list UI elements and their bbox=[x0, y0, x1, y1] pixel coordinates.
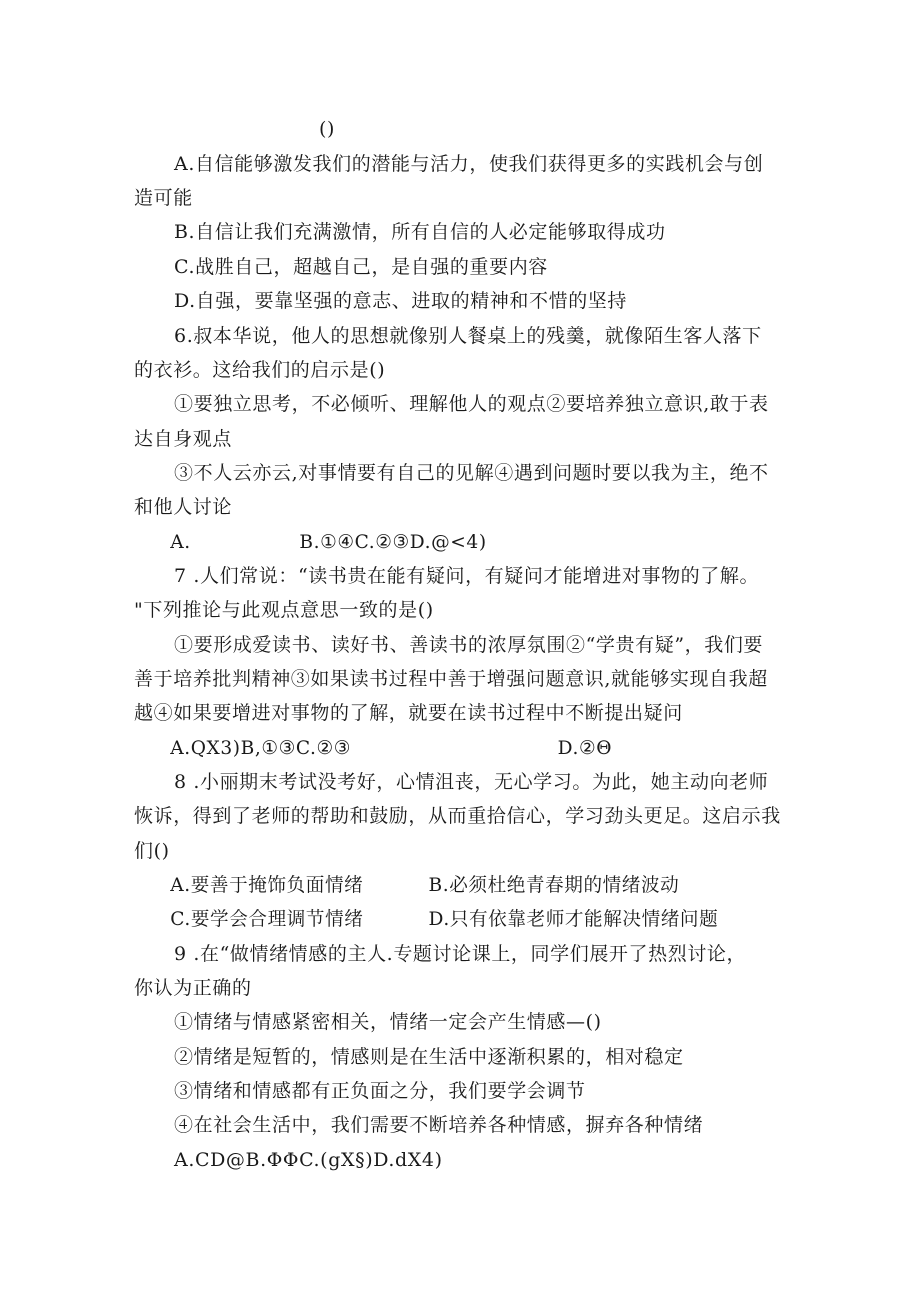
q5-option-d: D.自强，要靠坚强的意志、进取的精神和不惜的坚持 bbox=[174, 290, 627, 312]
q8-stem-line1: 8 .小丽期末考试没考好，心情沮丧，无心学习。为此，她主动向老师 bbox=[174, 771, 769, 793]
q5-option-b: B.自信让我们充满激情，所有自信的人必定能够取得成功 bbox=[174, 221, 666, 243]
q9-stem-line1: 9 .在“做情绪情感的主人.专题讨论课上，同学们展开了热烈讨论， bbox=[174, 943, 747, 965]
q9-statement-2: ②情绪是短暂的，情感则是在生活中逐渐积累的，相对稳定 bbox=[174, 1046, 684, 1068]
q6-statement-line3: ③不人云亦云,对事情要有自己的见解④遇到问题时要以我为主，绝不 bbox=[174, 462, 769, 484]
q5-option-a-line2: 造可能 bbox=[134, 187, 193, 209]
q9-statement-1: ①情绪与情感紧密相关，情绪一定会产生情感—() bbox=[174, 1011, 602, 1033]
q8-stem-line3: 们() bbox=[134, 840, 170, 862]
q6-options-bcd: B.①④C.②③D.@<4) bbox=[299, 531, 487, 553]
q8-option-a: A.要善于掩饰负面情绪 bbox=[170, 874, 364, 896]
q9-stem-line2: 你认为正确的 bbox=[134, 977, 252, 999]
q5-option-c: C.战胜自己，超越自己，是自强的重要内容 bbox=[174, 256, 548, 278]
q6-statement-line1: ①要独立思考，不必倾听、理解他人的观点②要培养独立意识,敢于表 bbox=[174, 393, 769, 415]
q7-options-row bbox=[0, 735, 900, 761]
q7-stem-line1: 7 .人们常说：“读书贵在能有疑问，有疑问才能增进对事物的了解。 bbox=[174, 565, 760, 587]
q9-statement-4: ④在社会生活中，我们需要不断培养各种情感，摒弃各种情绪 bbox=[174, 1114, 704, 1136]
q9-statement-3: ③情绪和情感都有正负面之分，我们要学会调节 bbox=[174, 1080, 586, 1102]
q5-answer-paren: () bbox=[319, 118, 336, 140]
q7-option-d: D.②Θ bbox=[557, 737, 613, 759]
q6-option-a: A. bbox=[170, 531, 191, 553]
q7-statement-line3: 越④如果要增进对事物的了解，就要在读书过程中不断提出疑问 bbox=[134, 702, 683, 724]
q8-stem-line2: 恢诉，得到了老师的帮助和鼓励，从而重拾信心，学习劲头更足。这启示我 bbox=[134, 805, 781, 827]
q6-statement-line4: 和他人讨论 bbox=[134, 496, 233, 518]
q6-options-row bbox=[0, 529, 900, 555]
q5-option-a-line1: A.自信能够激发我们的潜能与活力，使我们获得更多的实践机会与创 bbox=[174, 153, 764, 175]
q8-options-row-2 bbox=[0, 906, 900, 932]
q7-statement-line2: 善于培养批判精神③如果读书过程中善于增强问题意识,就能够实现自我超 bbox=[134, 668, 768, 690]
q8-option-c: C.要学会合理调节情绪 bbox=[170, 908, 364, 930]
q8-options-row-1 bbox=[0, 872, 900, 898]
q6-stem-line2: 的衣衫。这给我们的启示是() bbox=[134, 359, 386, 381]
q9-options: A.CD@B.ΦΦC.(gX§)D.dX4) bbox=[174, 1149, 443, 1171]
q7-statement-line1: ①要形成爱读书、读好书、善读书的浓厚氛围②“学贵有疑”，我们要 bbox=[174, 634, 764, 656]
q6-statement-line2: 达自身观点 bbox=[134, 428, 233, 450]
q7-options-abc: A.QX3)B,①③C.②③ bbox=[170, 737, 352, 759]
q8-option-d: D.只有依靠老师才能解决情绪问题 bbox=[428, 908, 719, 930]
q6-stem-line1: 6.叔本华说，他人的思想就像别人餐桌上的残羹，就像陌生客人落下 bbox=[174, 325, 762, 347]
q7-stem-line2: "下列推论与此观点意思一致的是() bbox=[134, 599, 434, 621]
q8-option-b: B.必须杜绝青春期的情绪波动 bbox=[428, 874, 680, 896]
